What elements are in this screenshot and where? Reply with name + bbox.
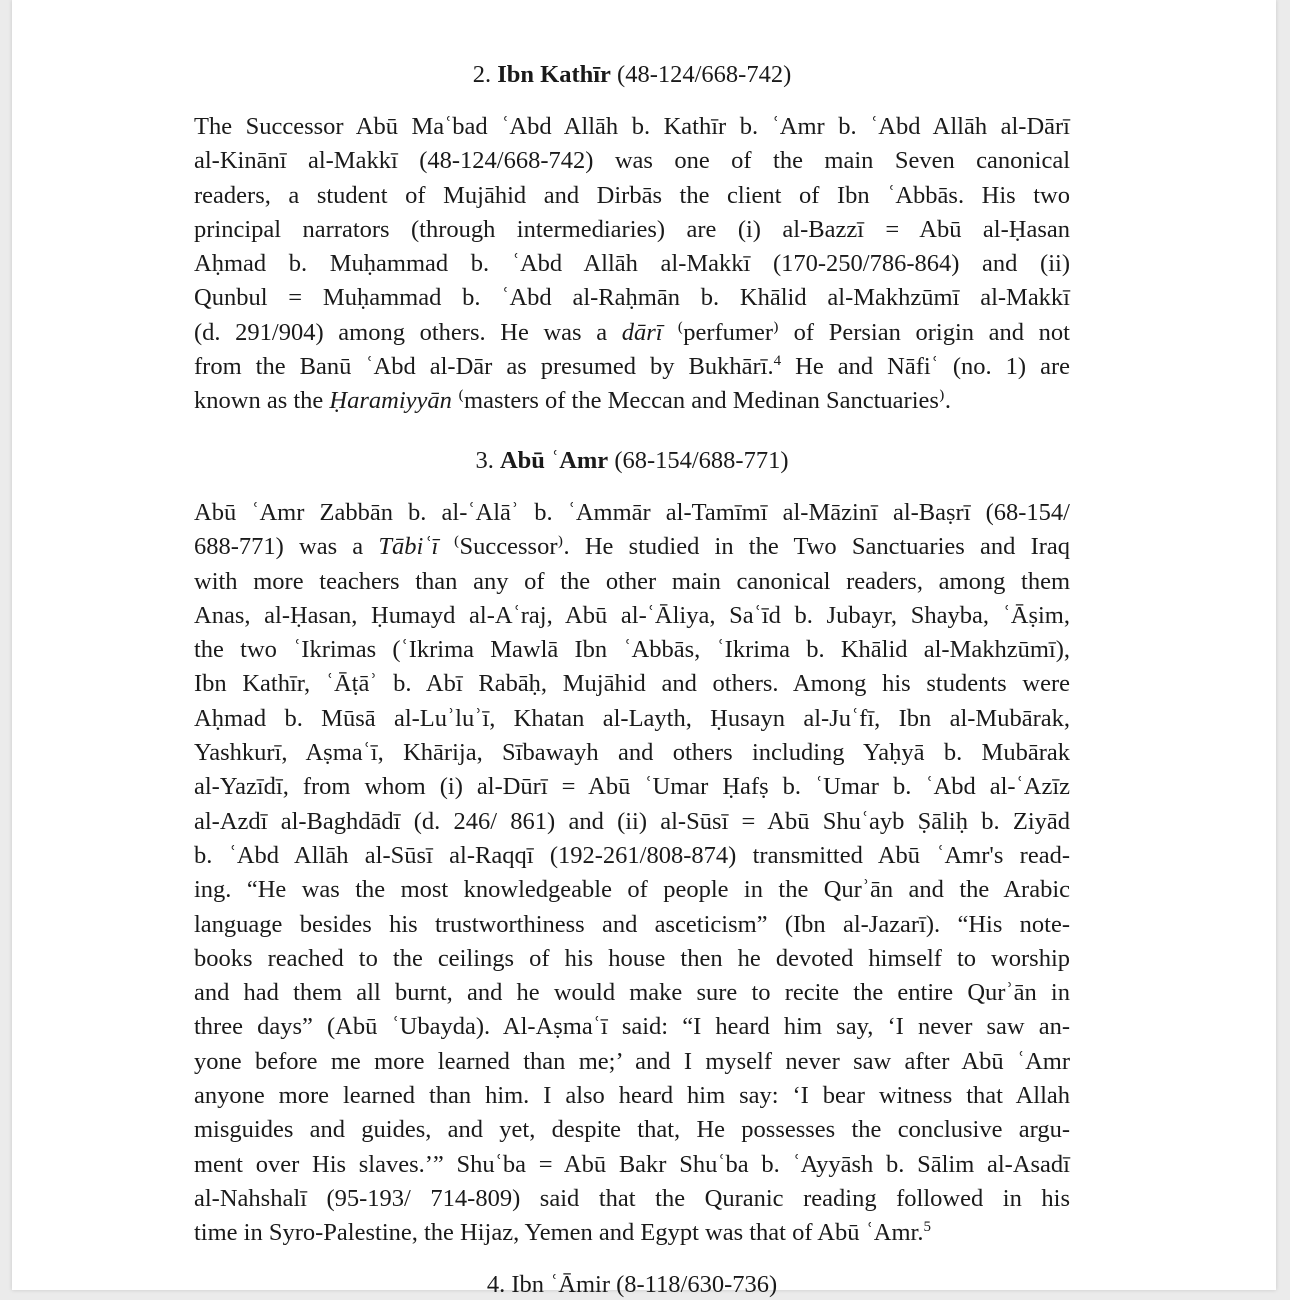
text-run: time in Syro-Palestine, the Hijaz, Yemen and Egypt was that of Abū ʿAmr.: [194, 1219, 924, 1247]
section-dates: (68-154/688-771): [614, 447, 789, 474]
footnote-marker[interactable]: 4: [773, 353, 782, 370]
text-line: language besides his trustworthiness and asceticism” (Ibn al-Jazarī). “His note-: [194, 910, 1070, 938]
section-body-abu-amr: [194, 496, 1070, 1251]
text-line: books reached to the ceilings of his house then he devoted himself to worship: [194, 944, 1070, 972]
text-line: al-Yazīdī, from whom (i) al-Dūrī = Abū ʿUmar Ḥafṣ b. ʿUmar b. ʿAbd al-ʿAzīz: [194, 773, 1070, 801]
text-line: [194, 350, 1070, 384]
footnote-marker[interactable]: 5: [923, 1219, 931, 1236]
text-line: principal narrators (through intermediaries) are (i) al-Bazzī = Abū al-Ḥasan: [194, 215, 1070, 243]
text-line: al-Nahshalī (95-193/ 714-809) said that the Quranic reading followed in his: [194, 1184, 1070, 1212]
text-line: Yashkurī, Aṣmaʿī, Khārija, Sībawayh and others including Yaḥyā b. Mubārak: [194, 739, 1070, 767]
italic-term: Tābiʿī: [378, 533, 439, 561]
section-number: 2.: [472, 61, 492, 88]
text-line: Abū ʿAmr Zabbān b. al-ʿAlāʾ b. ʿAmmār al-Tamīmī al-Māzinī al-Baṣrī (68-154/: [194, 499, 1070, 526]
text-line: Aḥmad b. Muḥammad b. ʿAbd Allāh al-Makkī (170-250/786-864) and (ii): [194, 250, 1070, 278]
text-line: anyone more learned than him. I also heard him say: ‘I bear witness that Allah: [194, 1082, 1070, 1110]
section-dates: (48-124/668-742): [617, 61, 792, 88]
text-line: three days” (Abū ʿUbayda). Al-Aṣmaʿī said: “I heard him say, ‘I never saw an-: [194, 1013, 1070, 1041]
text-run: from the Banū ʿAbd al-Dār as presumed by Bukhārī.: [194, 353, 774, 381]
text-line: Qunbul = Muḥammad b. ʿAbd al-Raḥmān b. Khālid al-Makhzūmī al-Makkī: [194, 284, 1070, 312]
text-line: al-Azdī al-Baghdādī (d. 246/ 861) and (ii) al-Sūsī = Abū Shuʿayb Ṣāliḥ b. Ziyād: [194, 807, 1070, 835]
text-line: [194, 316, 1070, 350]
text-line: The Successor Abū Maʿbad ʿAbd Allāh b. Kathīr b. ʿAmr b. ʿAbd Allāh al-Dārī: [194, 113, 1070, 140]
text-line: readers, a student of Mujāhid and Dirbās the client of Ibn ʿAbbās. His two: [194, 181, 1070, 209]
section-heading-abu-amr: [194, 446, 1070, 476]
text-line: ing. “He was the most knowledgeable of people in the Qurʾān and the Arabic: [194, 876, 1070, 904]
text-run: ⁽masters of the Meccan and Medinan Sanctuaries⁾.: [451, 387, 952, 415]
text-line: al-Kinānī al-Makkī (48-124/668-742) was one of the main Seven canonical: [194, 147, 1070, 175]
text-line: yone before me more learned than me;’ and I myself never saw after Abū ʿAmr: [194, 1047, 1070, 1075]
text-run: known as the: [194, 387, 330, 415]
text-line: with more teachers than any of the other main canonical readers, among them: [194, 567, 1070, 595]
text-line: and had them all burnt, and he would make sure to recite the entire Qurʾān in: [194, 979, 1070, 1007]
text-line: [194, 1216, 1070, 1250]
section-name: Abū ʿAmr: [499, 447, 609, 474]
text-run: He and Nāfiʿ (no. 1) are: [781, 353, 1070, 381]
section-body-ibn-kathir: [194, 110, 1070, 419]
text-run: (d. 291/904) among others. He was a: [194, 318, 622, 346]
section-number: 3.: [475, 447, 494, 474]
text-line: b. ʿAbd Allāh al-Sūsī al-Raqqī (192-261/808-874) transmitted Abū ʿAmr's read-: [194, 841, 1070, 869]
text-line: Aḥmad b. Mūsā al-Luʾluʾī, Khatan al-Layth, Ḥusayn al-Juʿfī, Ibn al-Mubārak,: [194, 704, 1070, 732]
text-line: Anas, al-Ḥasan, Ḥumayd al-Aʿraj, Abū al-ʿĀliya, Saʿīd b. Jubayr, Shayba, ʿĀṣim,: [194, 601, 1070, 629]
section-heading-cut-off: 4. Ibn ʿĀmir (8-118/630-736): [486, 1271, 778, 1298]
text-line: [194, 384, 1070, 418]
italic-term: dārī: [621, 318, 663, 346]
text-line: [194, 530, 1070, 564]
italic-term: Ḥaramiyyān: [329, 387, 452, 415]
text-line: Ibn Kathīr, ʿĀṭāʾ b. Abī Rabāḥ, Mujāhid and others. Among his students were: [194, 670, 1070, 698]
section-heading-ibn-kathir: [194, 60, 1070, 90]
text-line: the two ʿIkrimas (ʿIkrima Mawlā Ibn ʿAbbās, ʿIkrima b. Khālid al-Makhzūmī),: [194, 636, 1070, 664]
text-run: ⁽Successor⁾. He studied in the Two Sanctuaries and Iraq: [438, 533, 1071, 561]
text-line: ment over His slaves.’” Shuʿba = Abū Bakr Shuʿba b. ʿAyyāsh b. Sālim al-Asadī: [194, 1150, 1070, 1178]
section-name: Ibn Kathīr: [497, 61, 611, 88]
text-line: misguides and guides, and yet, despite that, He possesses the conclusive argu-: [194, 1116, 1070, 1144]
text-run: 688-771) was a: [194, 533, 379, 561]
text-run: ⁽perfumer⁾ of Persian origin and not: [662, 318, 1070, 346]
